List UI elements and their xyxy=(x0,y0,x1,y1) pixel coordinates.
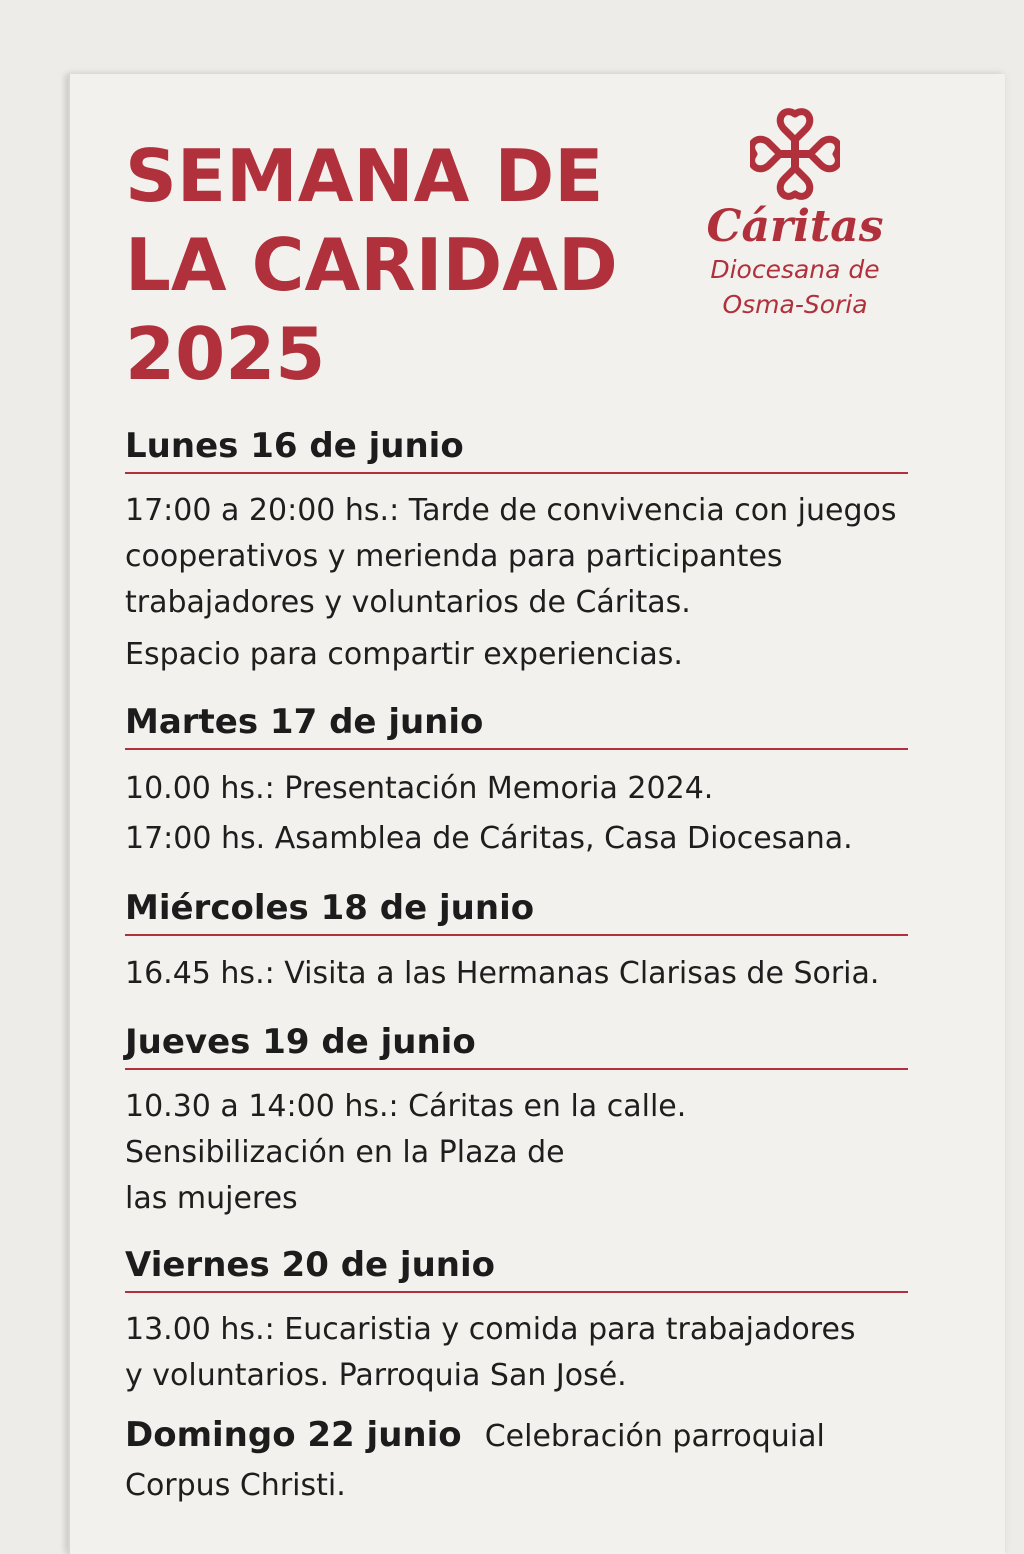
event-line: 16.45 hs.: Visita a las Hermanas Clarisas de Soria. xyxy=(125,956,880,991)
event-line: 10.30 a 14:00 hs.: Cáritas en la calle. xyxy=(125,1089,687,1124)
day-heading: Martes 17 de junio xyxy=(125,700,908,750)
event-line: Sensibilización en la Plaza de xyxy=(125,1135,565,1170)
title-line-2: LA CARIDAD xyxy=(125,223,618,307)
caritas-logo xyxy=(670,108,920,322)
day-heading: Viernes 20 de junio xyxy=(125,1243,908,1293)
event-line: Celebración parroquial xyxy=(484,1419,825,1454)
title-line-1: SEMANA DE xyxy=(125,134,604,218)
event-line: 17:00 a 20:00 hs.: Tarde de convivencia con juegos xyxy=(125,493,897,528)
event-line: trabajadores y voluntarios de Cáritas. xyxy=(125,585,691,620)
event-line: las mujeres xyxy=(125,1181,298,1216)
event-line: Espacio para compartir experiencias. xyxy=(125,637,683,672)
event-line: 13.00 hs.: Eucaristia y comida para trabajadores xyxy=(125,1312,856,1347)
day-heading: Domingo 22 junio xyxy=(125,1415,462,1455)
logo-name: Cáritas xyxy=(706,201,884,252)
day-wednesday xyxy=(125,886,908,996)
day-heading: Lunes 16 de junio xyxy=(125,424,908,474)
logo-subtitle-2: Osma-Soria xyxy=(722,290,868,319)
event-line: y voluntarios. Parroquia San José. xyxy=(125,1358,627,1393)
day-monday xyxy=(125,424,908,678)
event-line: Corpus Christi. xyxy=(125,1468,346,1503)
event-line: 10.00 hs.: Presentación Memoria 2024. xyxy=(125,771,714,806)
caritas-cross-icon xyxy=(750,108,840,200)
day-thursday xyxy=(125,1020,908,1222)
logo-subtitle-1: Diocesana de xyxy=(710,255,880,284)
day-tuesday xyxy=(125,700,908,864)
day-sunday xyxy=(125,1412,908,1508)
event-line: cooperativos y merienda para participantes xyxy=(125,539,783,574)
day-heading: Jueves 19 de junio xyxy=(125,1020,908,1070)
poster-title xyxy=(125,132,618,399)
day-heading: Miércoles 18 de junio xyxy=(125,886,908,936)
title-line-3: 2025 xyxy=(125,312,326,396)
event-line: 17:00 hs. Asamblea de Cáritas, Casa Diocesana. xyxy=(125,821,853,856)
day-friday xyxy=(125,1243,908,1399)
